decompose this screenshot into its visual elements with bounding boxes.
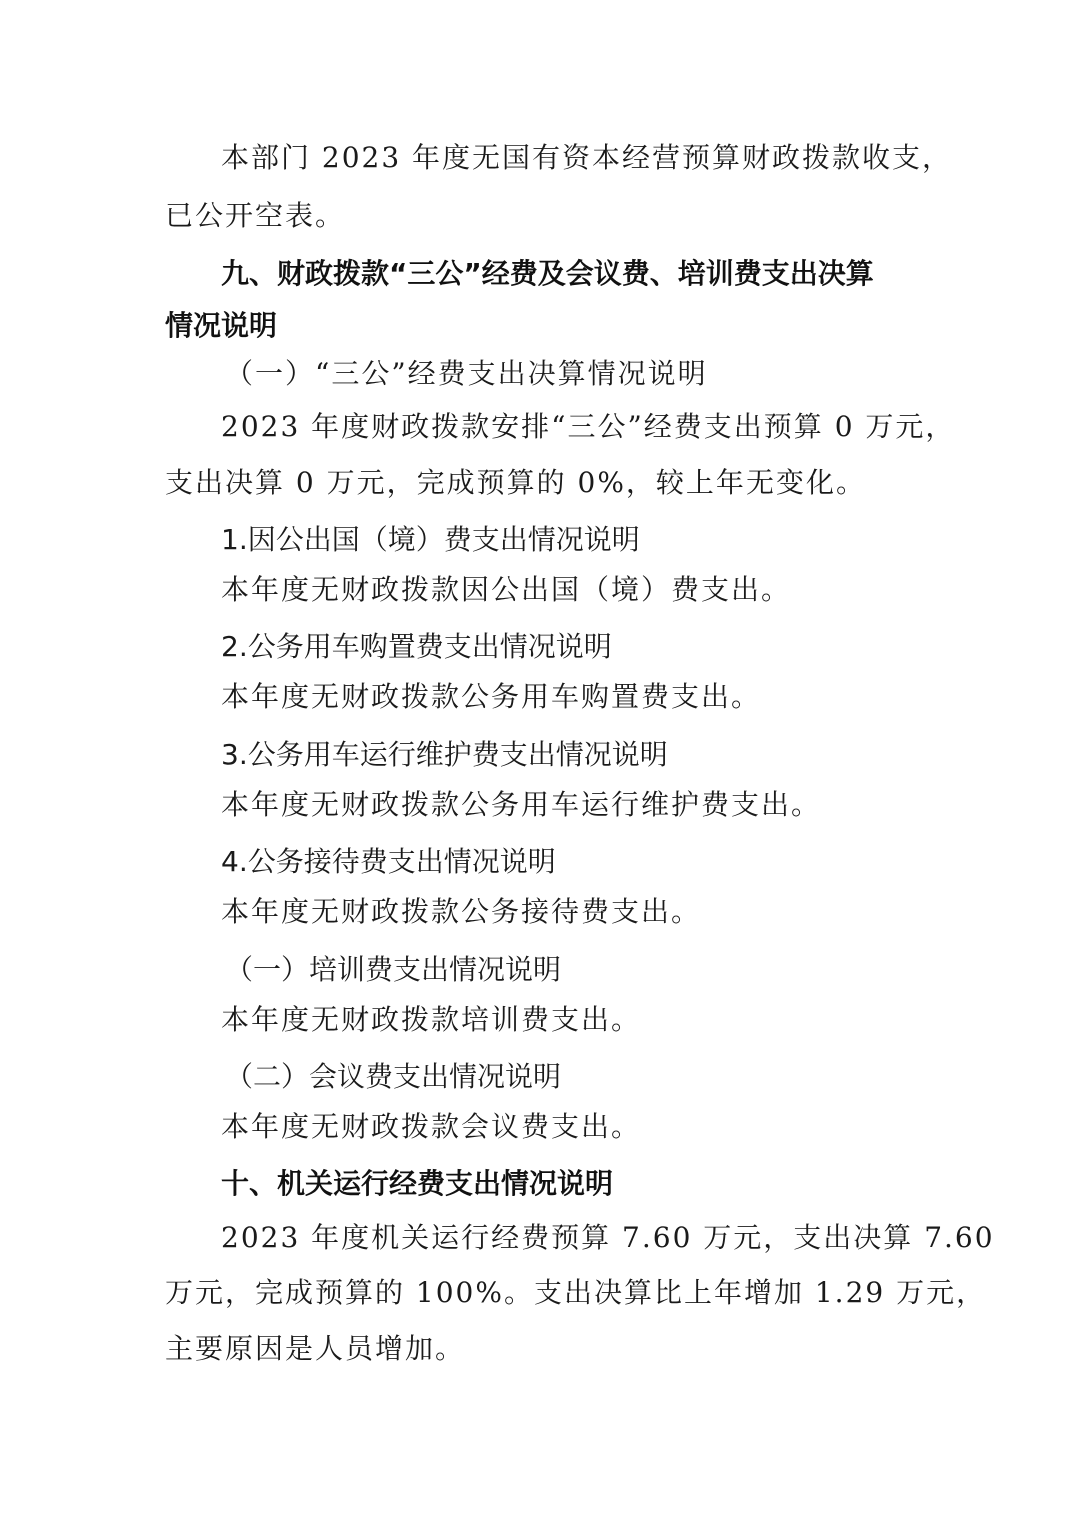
subsection-three-public-heading: （一）“三公”经费支出决算情况说明 bbox=[225, 357, 708, 390]
item-1-heading: 1.因公出国（境）费支出情况说明 bbox=[221, 523, 640, 556]
section-9-heading-line-2: 情况说明 bbox=[165, 309, 278, 342]
meeting-fee-heading: （二）会议费支出情况说明 bbox=[225, 1060, 562, 1093]
paragraph-state-capital-line-2: 已公开空表。 bbox=[165, 199, 346, 232]
training-fee-text: 本年度无财政拨款培训费支出。 bbox=[221, 1003, 642, 1036]
item-2-text: 本年度无财政拨款公务用车购置费支出。 bbox=[221, 680, 762, 713]
paragraph-operating-cost-line-2: 万元，完成预算的 100%。支出决算比上年增加 1.29 万元， bbox=[165, 1276, 987, 1309]
item-4-text: 本年度无财政拨款公务接待费支出。 bbox=[221, 895, 702, 928]
item-3-heading: 3.公务用车运行维护费支出情况说明 bbox=[221, 738, 668, 771]
item-2-heading: 2.公务用车购置费支出情况说明 bbox=[221, 630, 612, 663]
paragraph-three-public-line-2: 支出决算 0 万元，完成预算的 0%，较上年无变化。 bbox=[165, 466, 866, 499]
item-4-heading: 4.公务接待费支出情况说明 bbox=[221, 845, 556, 878]
item-3-text: 本年度无财政拨款公务用车运行维护费支出。 bbox=[221, 788, 822, 821]
training-fee-heading: （一）培训费支出情况说明 bbox=[225, 953, 562, 986]
section-10-heading: 十、机关运行经费支出情况说明 bbox=[221, 1167, 614, 1200]
paragraph-operating-cost-line-1: 2023 年度机关运行经费预算 7.60 万元，支出决算 7.60 bbox=[221, 1221, 995, 1254]
section-9-heading-line-1: 九、财政拨款“三公”经费及会议费、培训费支出决算 bbox=[221, 257, 874, 290]
item-1-text: 本年度无财政拨款因公出国（境）费支出。 bbox=[221, 573, 792, 606]
paragraph-state-capital-line-1: 本部门 2023 年度无国有资本经营预算财政拨款收支， bbox=[221, 141, 953, 174]
paragraph-operating-cost-line-3: 主要原因是人员增加。 bbox=[165, 1332, 466, 1365]
meeting-fee-text: 本年度无财政拨款会议费支出。 bbox=[221, 1110, 642, 1143]
paragraph-three-public-line-1: 2023 年度财政拨款安排“三公”经费支出预算 0 万元， bbox=[221, 410, 956, 443]
